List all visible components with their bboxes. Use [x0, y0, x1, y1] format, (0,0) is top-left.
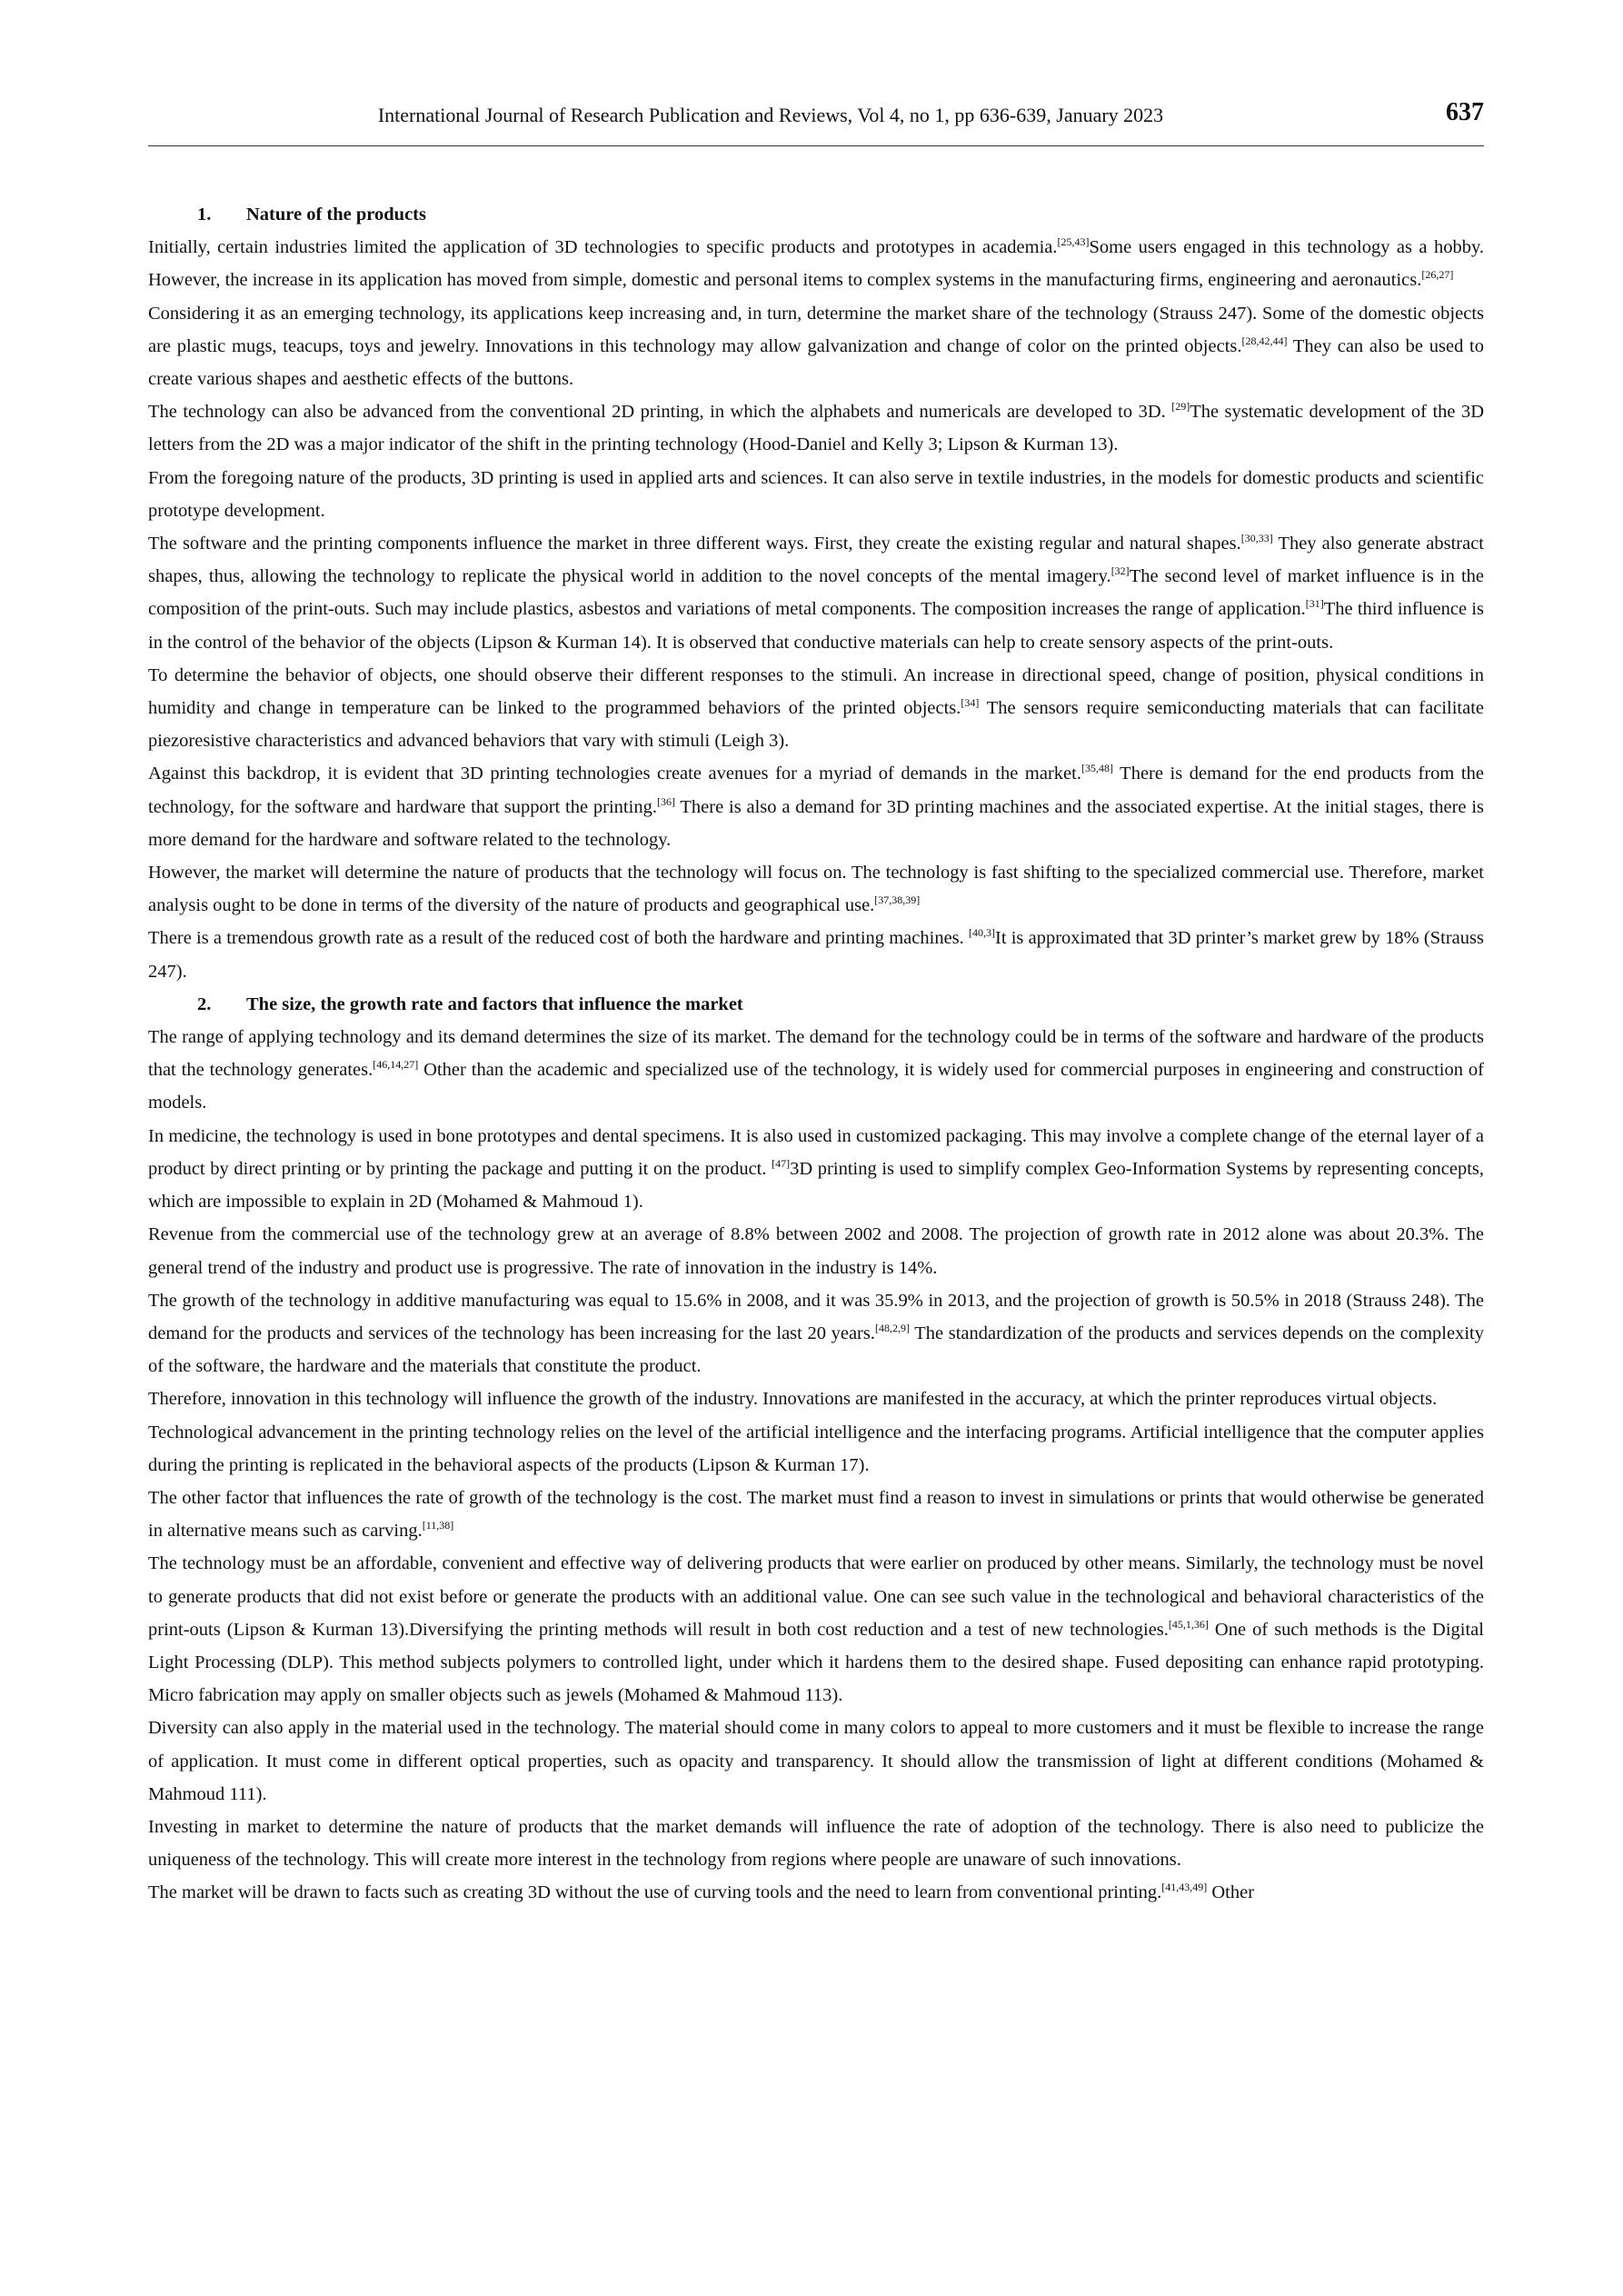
paragraph-text: They also generate abstract shapes, thus, allowing the technology to replicate the physical world in addition to the novel concepts of the mental imagery. [148, 534, 1484, 587]
citation-superscript: [35,48] [1080, 762, 1113, 775]
body-paragraph [148, 757, 1484, 856]
paragraph-text: Against this backdrop, it is evident that 3D printing technologies create avenues for a myriad of demands in the market. [148, 764, 1081, 784]
body-paragraph [148, 1218, 1484, 1283]
citation-superscript: [37,38,39] [874, 893, 921, 907]
paragraph-text: The market will be drawn to facts such as creating 3D without the use of curving tools and the need to learn from conventional printing. [148, 1882, 1162, 1903]
paragraph-text: Technological advancement in the printing technology relies on the level of the artificial intelligence and the interfacing programs. Artificial intelligence that the computer applies during the printing is replicated in the behavioral aspects of the products (Lipson & Kurman 17). [148, 1422, 1484, 1475]
body-paragraph [148, 231, 1484, 296]
paragraph-text: The systematic development of the 3D letters from the 2D was a major indicator of the shift in the printing technology (Hood-Daniel and Kelly 3; Lipson & Kurman 13). [148, 402, 1484, 455]
paragraph-text: The second level of market influence is in the composition of the print-outs. Such may include plastics, asbestos and variations of metal components. The composition increases the range of application. [148, 566, 1484, 620]
citation-superscript: [45,1,36] [1168, 1617, 1209, 1631]
citation-superscript: [34] [961, 696, 980, 710]
citation-superscript: [48,2,9] [874, 1321, 910, 1334]
body-paragraph [148, 856, 1484, 922]
article-body [148, 198, 1484, 1910]
body-paragraph [148, 1120, 1484, 1219]
paragraph-text: The other factor that influences the rate of growth of the technology is the cost. The market must find a reason to invest in simulations or prints that would otherwise be generated in alternative means such as carving. [148, 1487, 1484, 1542]
body-paragraph [148, 1482, 1484, 1547]
section-number: 1. [197, 205, 212, 225]
citation-superscript: [36] [656, 794, 675, 808]
body-paragraph [148, 1383, 1484, 1415]
paragraph-text: To determine the behavior of objects, one should observe their different responses to the stimuli. An increase in directional speed, change of position, physical conditions in humidity and change in temperature can be linked to the programmed behaviors of the printed objects. [148, 664, 1484, 719]
paragraph-text: It is approximated that 3D printer’s market grew by 18% (Strauss 247). [148, 928, 1484, 982]
paragraph-text: The growth of the technology in additive manufacturing was equal to 15.6% in 2008, and it was 35.9% in 2013, and the projection of growth is 50.5% in 2018 (Strauss 248). The demand for the products and services of the technology has been increasing for the last 20 years. [148, 1290, 1484, 1343]
paragraph-text: Other [1207, 1882, 1255, 1903]
citation-superscript: [46,14,27] [373, 1058, 419, 1072]
body-paragraph [148, 1416, 1484, 1482]
citation-superscript: [11,38] [422, 1519, 454, 1532]
body-paragraph [148, 1021, 1484, 1120]
page-number: 637 [1446, 98, 1484, 126]
paragraph-text: There is a tremendous growth rate as a result of the reduced cost of both the hardware and printing machines. [148, 928, 969, 949]
paragraph-text: The technology can also be advanced from the conventional 2D printing, in which the alphabets and numericals are developed to 3D. [148, 402, 1172, 423]
body-paragraph [148, 1284, 1484, 1383]
citation-superscript: [26,27] [1421, 268, 1454, 282]
section-title: The size, the growth rate and factors that influence the market [246, 993, 743, 1014]
journal-citation-line: International Journal of Research Publication and Reviews, Vol 4, no 1, pp 636-639, January 2023 [377, 104, 1164, 126]
body-paragraph [148, 395, 1484, 461]
citation-superscript: [41,43,49] [1161, 1881, 1208, 1894]
body-paragraph [148, 922, 1484, 987]
citation-superscript: [30,33] [1240, 532, 1273, 545]
citation-superscript: [29] [1171, 400, 1190, 414]
paragraph-text: In medicine, the technology is used in bone prototypes and dental specimens. It is also used in customized packaging. This may involve a complete change of the eternal layer of a product by direct printing or by printing the package and putting it on the product. [148, 1125, 1484, 1179]
paragraph-text: 3D printing is used to simplify complex Geo-Information Systems by representing concepts, which are impossible to explain in 2D (Mohamed & Mahmoud 1). [148, 1158, 1484, 1213]
body-paragraph [148, 659, 1484, 758]
paragraph-text: Therefore, innovation in this technology will influence the growth of the industry. Innovations are manifested in the accuracy, at which the printer reproduces virtual objects. [148, 1389, 1438, 1410]
citation-superscript: [32] [1110, 564, 1130, 578]
paragraph-text: However, the market will determine the nature of products that the technology will focus on. The technology is fast shifting to the specialized commercial use. Therefore, market analysis ought to be done in terms of the diversity of the nature of products and geographical use. [148, 863, 1484, 916]
paragraph-text: Considering it as an emerging technology, its applications keep increasing and, in turn, determine the market share of the technology (Strauss 247). Some of the domestic objects are plastic mugs, teacups, toys and jewelry. Innovations in this technology may allow galvanization and change of color on the printed objects. [148, 303, 1484, 356]
citation-superscript: [40,3] [969, 926, 995, 940]
paragraph-text: There is also a demand for 3D printing machines and the associated expertise. At the initial stages, there is more demand for the hardware and software related to the technology. [148, 796, 1484, 850]
paragraph-text: From the foregoing nature of the products, 3D printing is used in applied arts and sciences. It can also serve in textile industries, in the models for domestic products and scientific prototype development. [148, 467, 1484, 521]
citation-superscript: [25,43] [1057, 235, 1090, 249]
body-paragraph [148, 1547, 1484, 1712]
body-paragraph [148, 1876, 1484, 1909]
citation-superscript: [47] [772, 1156, 791, 1170]
paragraph-text: The sensors require semiconducting materials that can facilitate piezoresistive characteristics and advanced behaviors that vary with stimuli (Leigh 3). [148, 698, 1485, 752]
paragraph-text: The technology must be an affordable, convenient and effective way of delivering products that were earlier on produced by other means. Similarly, the technology must be novel to generate products that did not exist before or generate the products with an additional value. One can see such value in the technological and behavioral characteristics of the print-outs (Lipson & Kurman 13).Diversifying the printing methods will result in both cost reduction and a test of new technologies. [148, 1553, 1484, 1640]
paragraph-text: Some users engaged in this technology as a hobby. However, the increase in its application has moved from simple, domestic and personal items to complex systems in the manufacturing firms, engineering and aeronautics. [148, 237, 1484, 291]
section-number: 2. [197, 993, 212, 1014]
section-heading [148, 198, 1484, 231]
paragraph-text: Diversity can also apply in the material used in the technology. The material should come in many colors to appeal to more customers and it must be flexible to increase the range of application. It must come in different optical properties, such as opacity and transparency. It should allow the transmission of light at different conditions (Mohamed & Mahmoud 111). [148, 1718, 1484, 1804]
paragraph-text: Revenue from the commercial use of the technology grew at an average of 8.8% between 2002 and 2008. The projection of growth rate in 2012 alone was about 20.3%. The general trend of the industry and product use is progressive. The rate of innovation in the industry is 14%. [148, 1224, 1484, 1278]
paragraph-text: The software and the printing components influence the market in three different ways. First, they create the existing regular and natural shapes. [148, 534, 1241, 554]
paragraph-text: The third influence is in the control of the behavior of the objects (Lipson & Kurman 14). It is observed that conductive materials can help to create sensory aspects of the print-outs. [148, 599, 1484, 653]
paragraph-text: There is demand for the end products from the technology, for the software and hardware that support the printing. [148, 764, 1484, 817]
paragraph-text: The standardization of the products and services depends on the complexity of the software, the hardware and the materials that constitute the product. [148, 1323, 1484, 1377]
body-paragraph [148, 527, 1484, 659]
paragraph-text: Other than the academic and specialized use of the technology, it is widely used for commercial purposes in engineering and construction of models. [148, 1060, 1484, 1113]
paragraph-text: They can also be used to create various shapes and aesthetic effects of the buttons. [148, 335, 1484, 390]
body-paragraph [148, 462, 1484, 527]
body-paragraph [148, 1811, 1484, 1876]
paragraph-text: The range of applying technology and its demand determines the size of its market. The demand for the technology could be in terms of the software and hardware of the products that the technology generates. [148, 1027, 1484, 1081]
paragraph-text: Investing in market to determine the nature of products that the market demands will influence the rate of adoption of the technology. There is also need to publicize the uniqueness of the technology. This will create more interest in the technology from regions where people are unaware of such innovations. [148, 1816, 1484, 1871]
section-heading [148, 988, 1484, 1021]
paragraph-text: Initially, certain industries limited the application of 3D technologies to specific products and prototypes in academia. [148, 237, 1058, 258]
section-title: Nature of the products [246, 205, 426, 225]
body-paragraph [148, 1712, 1484, 1811]
running-header [148, 98, 1484, 146]
body-paragraph [148, 297, 1484, 396]
citation-superscript: [31] [1305, 597, 1324, 611]
citation-superscript: [28,42,44] [1241, 334, 1288, 347]
paragraph-text: One of such methods is the Digital Light Processing (DLP). This method subjects polymers to controlled light, under which it hardens them to the desired shape. Fused depositing can enhance rapid prototyping. Micro fabrication may apply on smaller objects such as jewels (Mohamed & Mahmoud 113). [148, 1619, 1484, 1706]
